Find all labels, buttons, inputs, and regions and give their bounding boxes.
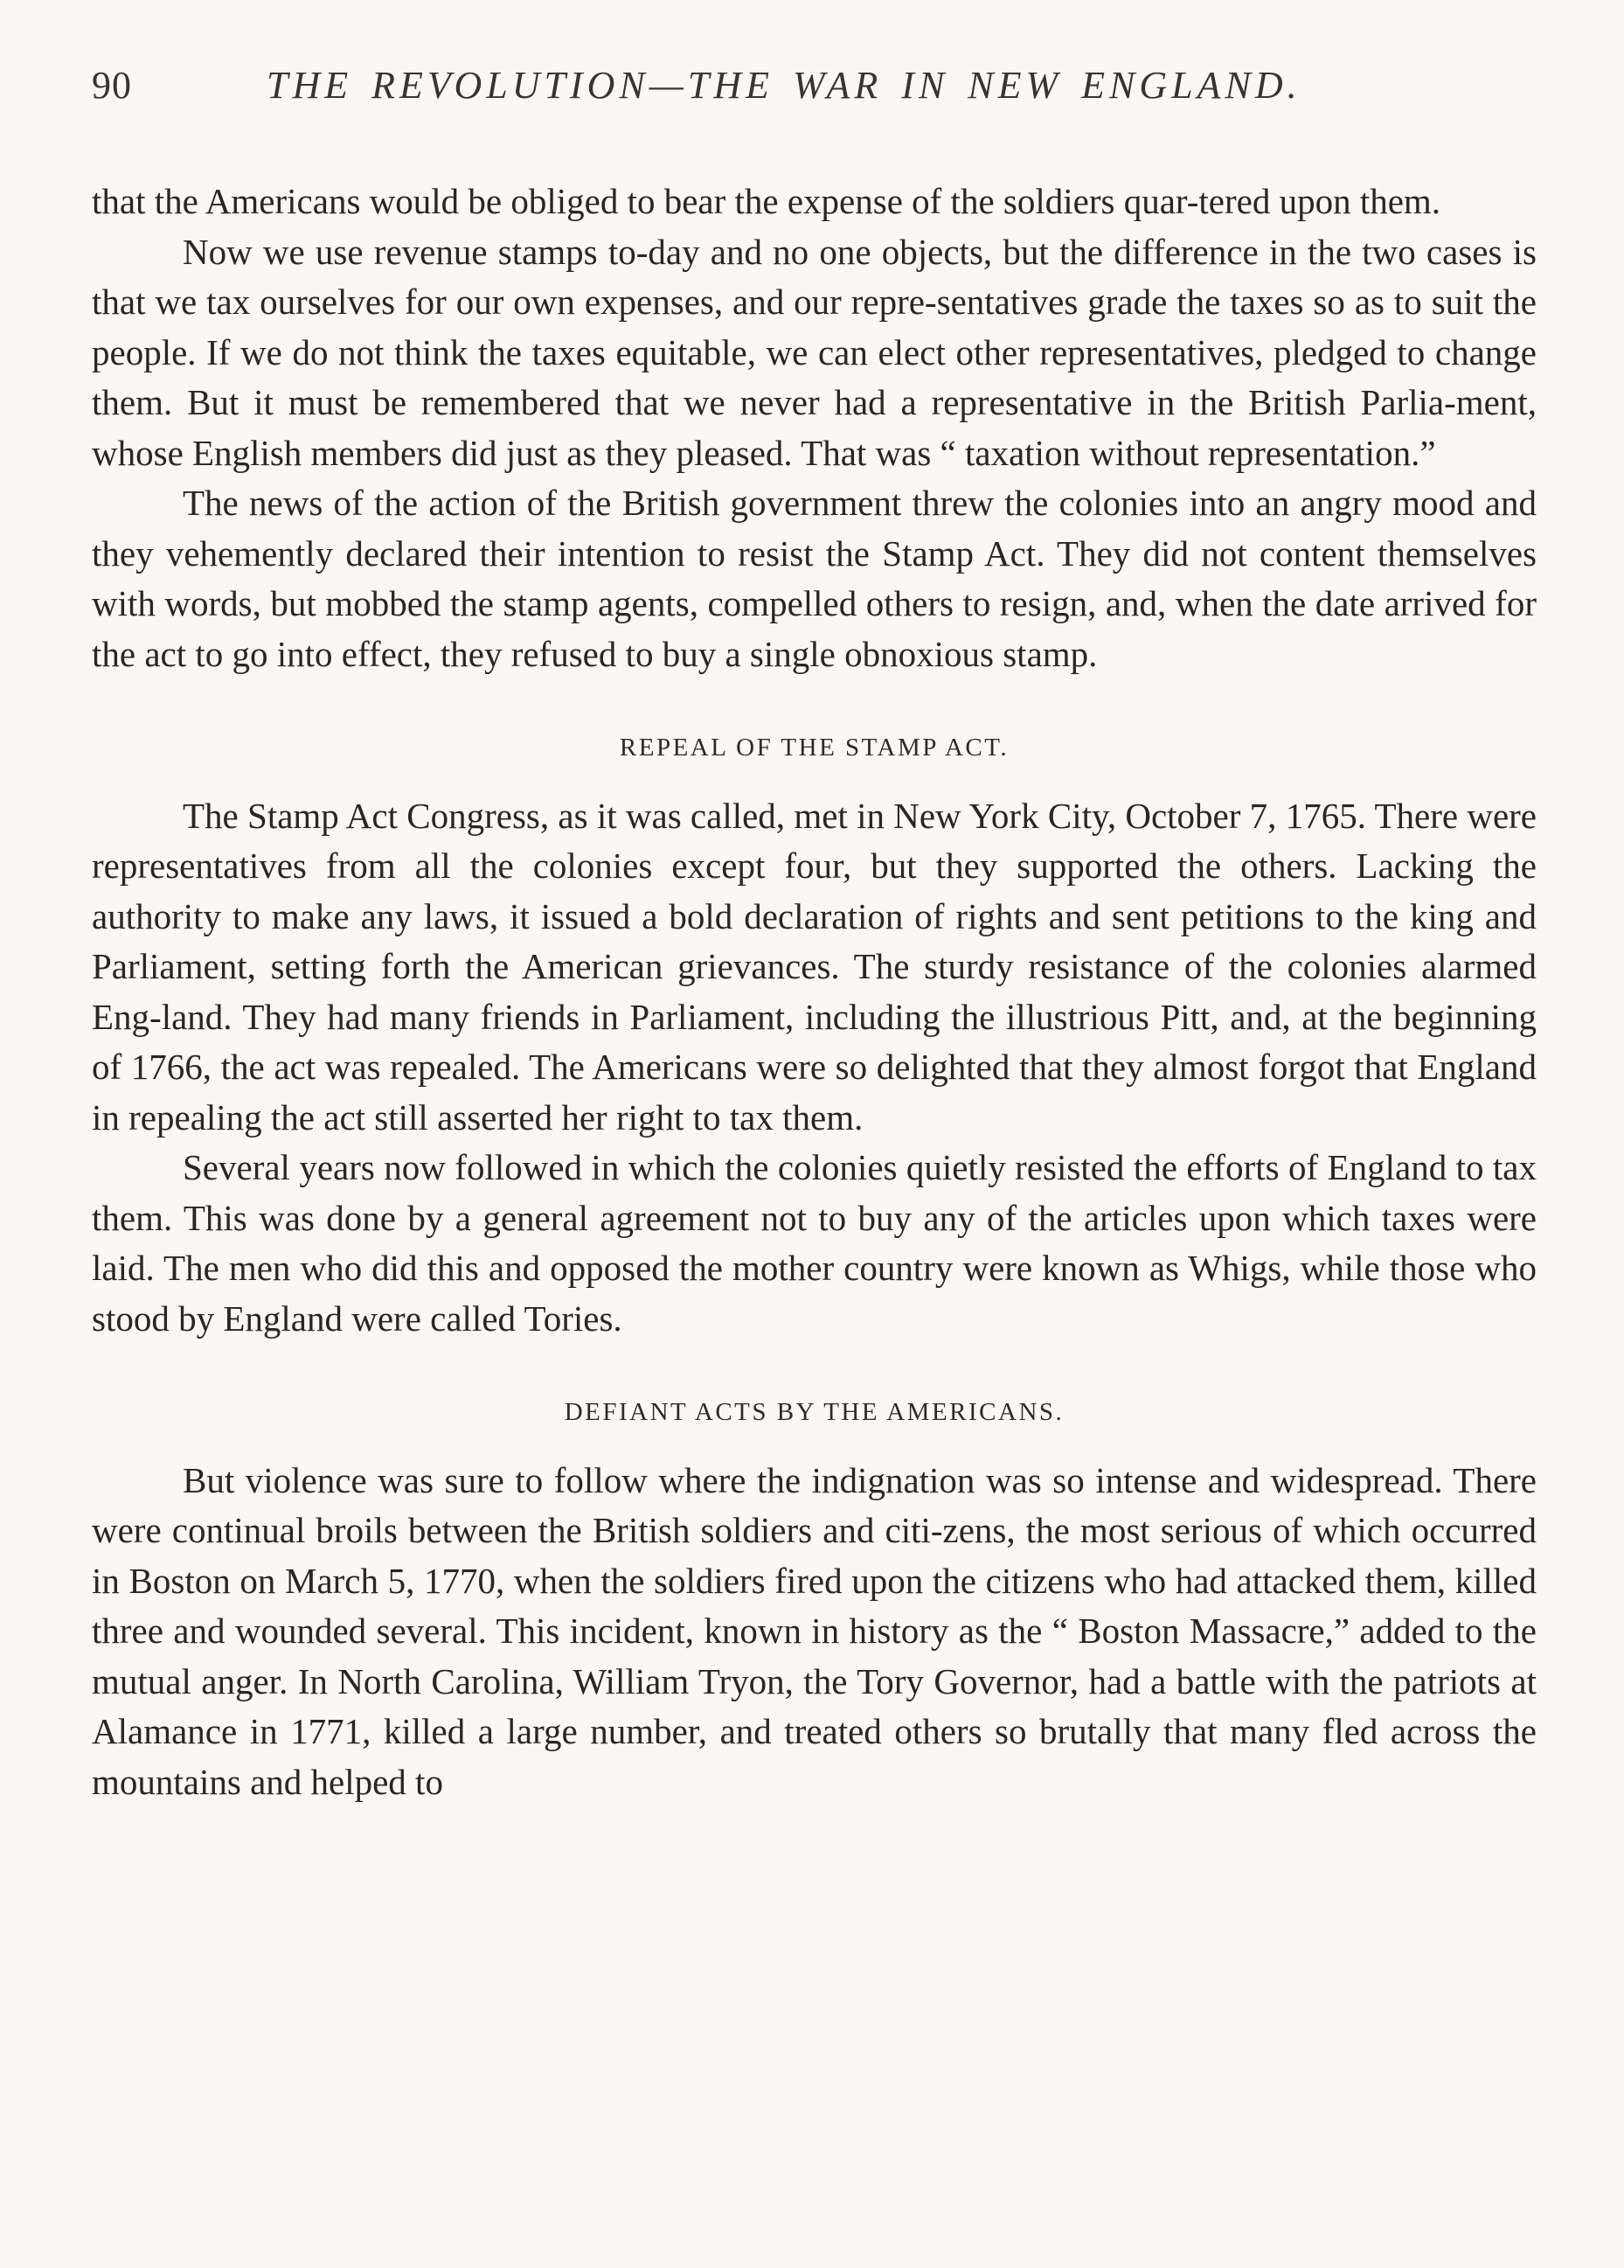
paragraph-boston-massacre: But violence was sure to follow where the indignation was so intense and widespread. There were continual broils between the British soldiers and citi-zens, the most serious of which occurred in Boston on March 5, 1770, when the soldiers fired upon the citizens who had attacked them, killed three and wounded several. This incident, known in history as the “ Boston Massacre,” added to the mutual anger. In North Carolina, William Tryon, the Tory Governor, had a battle with the patriots at Alamance in 1771, killed a large number, and treated others so brutally that many fled across the mountains and helped to [92,1459,1537,1802]
paragraph-colonies-angry: The news of the action of the British government threw the colonies into an angry mood and they vehemently declared their intention to resist the Stamp Act. They did not content themselves with words, but mobbed the stamp agents, compelled others to resign, and, when the date arrived for the act to go into effect, they refused to buy a single obnoxious stamp. [92,483,1537,674]
paragraph-continuation: that the Americans would be obliged to bear the expense of the soldiers quar-tered upon them. [92,181,1441,221]
running-head: THE REVOLUTION—THE WAR IN NEW ENGLAND. [267,64,1301,107]
paragraph-stamp-act-congress: The Stamp Act Congress, as it was called, met in New York City, October 7, 1765. There were representatives from all the colonies except four, but they supported the others. Lacking the authority to make any laws, it issued a bold declaration of rights and sent petitions to the king and Parliament, setting forth the American grievances. The sturdy resistance of the colonies alarmed Eng-land. They had many friends in Parliament, including the illustrious Pitt, and, at the beginning of 1766, the act was repealed. The Americans were so delighted that they almost forgot that England in repealing the act still asserted her right to tax them. [92,795,1537,1137]
page-number: 90 [92,64,132,107]
page-body [92,177,1537,1807]
paragraph-whigs-tories: Several years now followed in which the colonies quietly resisted the efforts of England to tax them. This was done by a general agreement not to buy any of the articles upon which taxes were laid. The men who did this and opposed the mother country were known as Whigs, while those who stood by England were called Tories. [92,1147,1537,1339]
section-heading-defiant-acts: DEFIANT ACTS BY THE AMERICANS. [564,1398,1065,1426]
paragraph-revenue-stamps: Now we use revenue stamps to-day and no one objects, but the difference in the two cases is that we tax ourselves for our own expenses, and our repre-sentatives grade the taxes so as to suit the people. If we do not think the taxes equitable, we can elect other representatives, pledged to change them. But it must be remembered that we never had a representative in the British Parlia-ment, whose English members did just as they pleased. That was “ taxation without representation.” [92,231,1537,473]
page-header [92,63,1537,115]
section-heading-repeal: REPEAL OF THE STAMP ACT. [619,734,1010,762]
